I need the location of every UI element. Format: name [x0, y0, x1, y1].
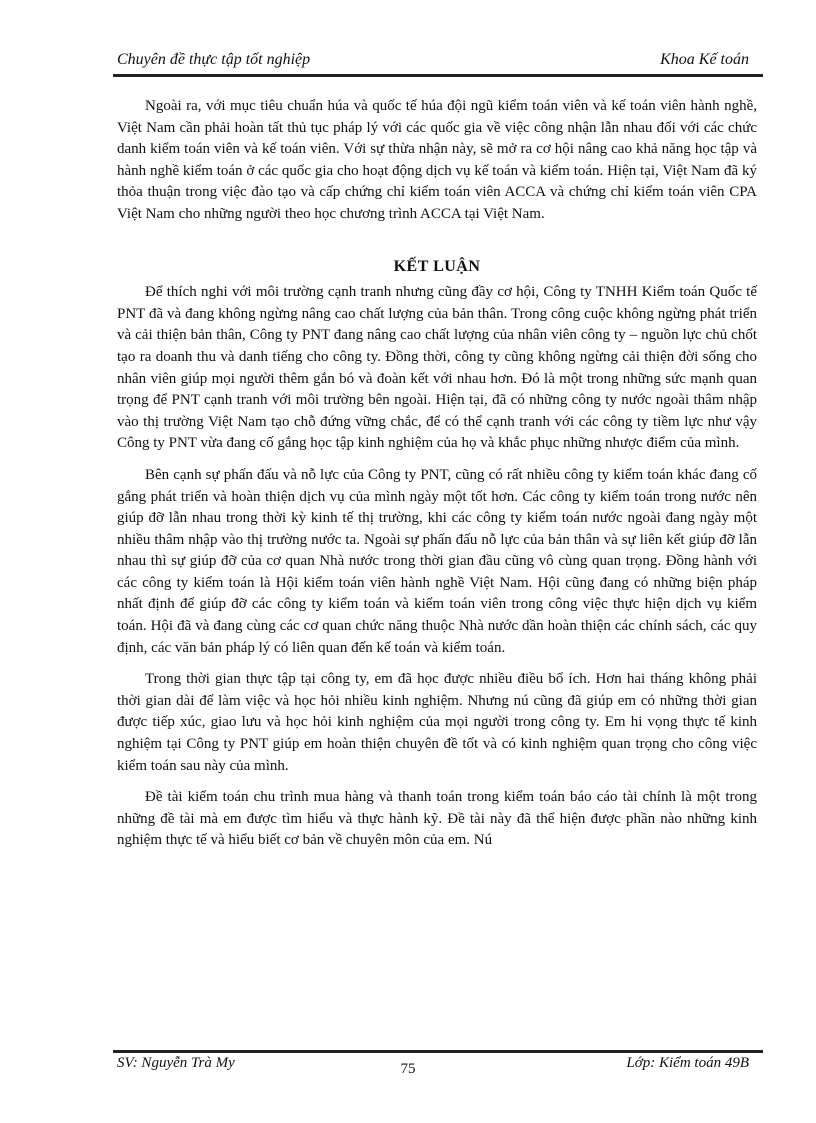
conclusion-paragraph-4: Đề tài kiểm toán chu trình mua hàng và thanh toán trong kiểm toán báo cáo tài chính là một trong những đề tài mà em được tìm hiểu và thực hành kỹ. Đề tài này đã thể hiện được phần nào những kinh nghiệm thực tế và hiểu biết cơ bản về chuyên môn của em. Nú	[117, 789, 757, 849]
page-body	[117, 96, 757, 852]
conclusion-paragraph-1: Để thích nghi với môi trường cạnh tranh nhưng cũng đầy cơ hội, Công ty TNHH Kiểm toán Quốc tế PNT đã và đang không ngừng nâng cao chất lượng của bản thân. Trong công cuộc không ngừng phát triển và cải thiện bản thân, Công ty PNT đang nâng cao chất lượng của nhân viên công ty – nguồn lực chủ chốt tạo ra doanh thu và danh tiếng cho công ty. Đồng thời, công ty cũng không ngừng cải thiện đời sống cho nhân viên giúp mọi người thêm gắn bó và đoàn kết với nhau hơn. Đó là một trong những sức mạnh quan trọng để PNT cạnh tranh với môi trường bên ngoài. Hiện tại, đã có những công ty nước ngoài thâm nhập vào thị trường Việt Nam tạo chỗ đứng vững chắc, để có thể cạnh tranh với các công ty tiềm lực như vậy Công ty PNT vừa đang cố gắng học tập kinh nghiệm của họ và khắc phục những nhược điểm của mình.	[117, 284, 757, 452]
header-faculty: Khoa Kế toán	[660, 51, 749, 68]
page-header	[113, 49, 763, 73]
header-divider	[113, 74, 763, 77]
intro-paragraph: Ngoài ra, với mục tiêu chuẩn húa và quốc tế húa đội ngũ kiểm toán viên và kế toán viên hành nghề, Việt Nam cần phải hoàn tất thủ tục pháp lý với các quốc gia về việc công nhận lẫn nhau đối với các chức danh kiểm toán viên và kế toán viên. Với sự thừa nhận này, sẽ mở ra cơ hội nâng cao khả năng học tập và hành nghề kiểm toán ở các quốc gia cho hoạt động dịch vụ kế toán và kiểm toán. Hiện tại, Việt Nam đã ký thỏa thuận trong việc đào tạo và cấp chứng chỉ kiểm toán viên ACCA và chứng chỉ kiểm toán viên CPA Việt Nam cho những người theo học chương trình ACCA tại Việt Nam.	[117, 98, 757, 222]
footer-divider	[113, 1050, 763, 1053]
header-document-title: Chuyên đề thực tập tốt nghiệp	[117, 51, 311, 68]
section-title: KẾT LUẬN	[393, 257, 481, 275]
section-spacer	[117, 226, 757, 256]
page-number: 75	[400, 1061, 416, 1077]
footer-class: Lớp: Kiểm toán 49B	[626, 1055, 749, 1071]
conclusion-paragraph-2: Bên cạnh sự phấn đấu và nỗ lực của Công ty PNT, cũng có rất nhiều công ty kiểm toán khác đang cố gắng phát triển và hoàn thiện dịch vụ của mình ngày một tốt hơn. Các công ty kiểm toán trong nước nên giúp đỡ lẫn nhau trong thời kỳ kinh tế thị trường, khi các công ty kiểm toán nước ngoài đang ngày một nhiều thâm nhập vào thị trường nước ta. Ngoài sự phấn đấu nỗ lực của bản thân và sự liên kết giúp đỡ lẫn nhau thì sự giúp đỡ của cơ quan Nhà nước trong thời gian đầu cũng vô cùng quan trọng. Đồng hành với các công ty kiểm toán là Hội kiểm toán viên hành nghề Việt Nam. Hội cũng đang có những biện pháp nhất định để giúp đỡ các công ty kiểm toán và kiểm toán viên trong công việc thực hiện dịch vụ kiểm toán. Hội đã và đang cùng các cơ quan chức năng thuộc Nhà nước dần hoàn thiện các chính sách, các quy định, các văn bản pháp lý có liên quan đến kế toán và kiểm toán.	[117, 466, 757, 656]
footer-student-name: SV: Nguyễn Trà My	[117, 1055, 235, 1071]
conclusion-paragraph-3: Trong thời gian thực tập tại công ty, em đã học được nhiều điều bổ ích. Hơn hai tháng không phải thời gian dài để làm việc và học hỏi nhiều kinh nghiệm. Nhưng nú cũng đã giúp em có những thời gian được tiếp xúc, giao lưu và học hỏi kinh nghiệm của mọi người trong công ty. Em hi vọng thực tế kinh nghiệm tại Công ty PNT giúp em hoàn thiện chuyên đề tốt và có kinh nghiệm quan trọng cho công việc kiểm toán sau này của mình.	[117, 671, 757, 774]
